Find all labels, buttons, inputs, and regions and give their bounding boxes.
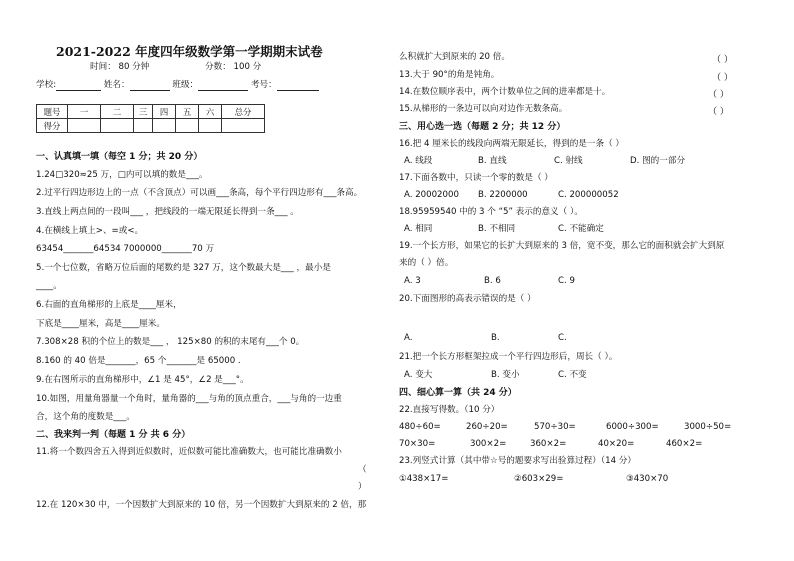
section-1-heading: 一、认真填一填（每空 1 分；共 20 分） [36,152,203,162]
score-cell [222,119,265,133]
info-line [36,80,319,91]
exam-no-label: 考号： [250,80,277,90]
question-18: 18.95959540 中的 3 个 “5” 表示的意义（ ）。 [399,207,583,217]
answer-paren: （ ） [712,55,733,65]
calc-item: 6000÷300= [606,422,659,432]
score-header-cell: 二 [101,105,134,119]
question-4: 4.在横线上填上>、=或<。 [36,226,144,236]
question-22: 22.直接写得数。（10 分） [399,405,500,415]
score-table [36,104,265,133]
option: B. 直线 [478,156,507,166]
calc-item: 360×2= [530,439,567,449]
name-blank [130,81,170,91]
calc-item: 260÷20= [466,422,508,432]
option: C. 200000052 [558,190,619,200]
exam-score: 分数： 100 分 [205,62,262,72]
score-header-cell: 五 [176,105,199,119]
section-3-heading: 三、用心选一选（每题 2 分；共 12 分） [399,122,566,132]
option: B. [491,333,500,343]
option: B. 6 [484,276,501,286]
calc-item: 70×30= [399,439,436,449]
question-11: 11.将一个数四舍五入得到近似数时，近似数可能比准确数大，也可能比准确数小 [36,447,342,457]
option: C. 射线 [554,156,583,166]
exam-title: 2021-2022 年度四年级数学第一学期期末试卷 [56,44,323,59]
question-6-cont: 下底是____厘米，高是____厘米。 [36,319,165,329]
score-header-cell: 六 [199,105,222,119]
option: A. [404,333,413,343]
option: C. 9 [558,276,575,286]
vertical-calc-item: ③430×70 [626,474,669,484]
exam-time: 时间： 80 分钟 [90,62,150,72]
section-2-heading: 二、我来判一判（每题 1 分 共 6 分） [36,430,191,440]
question-12-cont: 么积就扩大到原来的 20 倍。 [399,52,510,62]
score-header-cell: 三 [134,105,153,119]
calc-item: 40×20= [598,439,635,449]
score-header-cell: 一 [68,105,101,119]
question-3: 3.直线上两点间的一段叫___ ，把线段的一端无限延长得到一条___ 。 [36,207,299,217]
calc-item: 3000÷50= [684,422,732,432]
question-17: 17.下面各数中，只读一个零的数是（ ） [399,173,553,183]
question-19-cont: 来的（ ）倍。 [399,258,454,268]
answer-paren: （ ） [708,107,729,117]
vertical-calc-item: ②603×29= [514,474,564,484]
score-cell [134,119,153,133]
question-13: 13.大于 90°的角是钝角。 [399,70,500,80]
option: B. 不相同 [478,224,516,234]
answer-paren: （ ） [708,90,729,100]
option: C. 不变 [558,370,587,380]
question-1: 1.24□320≈25 万，□内可以填的数是___。 [36,170,208,180]
score-cell [101,119,134,133]
question-2: 2.过平行四边形边上的一点（不含顶点）可以画___条高，每个平行四边形有___条高。 [36,188,363,198]
question-14: 14.在数位顺序表中，两个计数单位之间的进率都是十。 [399,87,611,97]
question-12: 12.在 120×30 中，一个因数扩大到原来的 10 倍，另一个因数扩大到原来的 2 倍，那 [36,500,367,510]
option: C. [558,333,567,343]
score-header-cell: 总分 [222,105,265,119]
calc-item: 460×2= [666,439,703,449]
option: B. 2200000 [478,190,528,200]
exam-no-blank [277,81,319,91]
calc-item: 570÷30= [534,422,576,432]
question-10: 10.如图，用量角器量一个角时，量角器的___与角的顶点重合，___与角的一边重 [36,394,342,404]
class-blank [198,81,248,91]
question-6: 6.右面的直角梯形的上底是____厘米， [36,300,182,310]
section-4-heading: 四、细心算一算（共 24 分） [399,388,517,398]
question-11-paren-close: ） [358,482,367,492]
calc-item: 480÷60= [399,422,441,432]
score-cell [199,119,222,133]
school-blank [56,81,101,91]
class-label: 班级： [172,80,199,90]
question-23: 23.列竖式计算（其中带☆号的题要求写出验算过程）（14 分） [399,456,636,466]
score-table-header [37,105,265,119]
question-7: 7.308×28 积的个位上的数是___ ， 125×80 的积的末尾有___个 0。 [36,337,305,347]
name-label: 姓名： [103,80,130,90]
option: A. 相同 [404,224,433,234]
question-15: 15.从梯形的一条边可以向对边作无数条高。 [399,104,568,114]
score-table-row [37,119,265,133]
school-label: 学校: [36,80,57,90]
score-header-cell: 题号 [37,105,68,119]
question-20: 20.下面图形的高表示错误的是（ ） [399,294,536,304]
option: A. 3 [404,276,421,286]
score-cell [153,119,176,133]
question-8: 8.160 的 40 倍是_______，65 个_______是 65000 . [36,356,241,366]
option: B. 变小 [491,370,520,380]
option: D. 图的一部分 [630,156,686,166]
question-10-cont: 合，这个角的度数是___。 [36,412,135,422]
vertical-calc-item: ①438×17= [399,474,449,484]
option: A. 20002000 [404,190,459,200]
question-9: 9.在右图所示的直角梯形中，∠1 是 45°，∠2 是___°。 [36,375,249,385]
answer-paren: （ ） [712,73,733,83]
question-5-cont: ____。 [36,281,62,291]
score-cell [68,119,101,133]
question-4-items: 63454_______64534 7000000_______70 万 [36,244,215,254]
option: C. 不能确定 [558,224,604,234]
option: A. 变大 [404,370,433,380]
calc-item: 300×2= [470,439,507,449]
score-row-label: 得分 [37,119,68,133]
question-19: 19.一个长方形，如果它的长扩大到原来的 3 倍，宽不变，那么它的面积就会扩大到原 [399,241,725,251]
question-16: 16.把 4 厘米长的线段向两端无限延长，得到的是一条（ ） [399,139,624,149]
question-21: 21.把一个长方形框架拉成一个平行四边形后，周长（ ）。 [399,352,618,362]
score-header-cell: 四 [153,105,176,119]
question-11-paren-open: （ [358,465,367,475]
option: A. 线段 [404,156,433,166]
question-5: 5.一个七位数，省略万位后面的尾数约是 327 万，这个数最大是___ ，最小是 [36,263,331,273]
score-cell [176,119,199,133]
